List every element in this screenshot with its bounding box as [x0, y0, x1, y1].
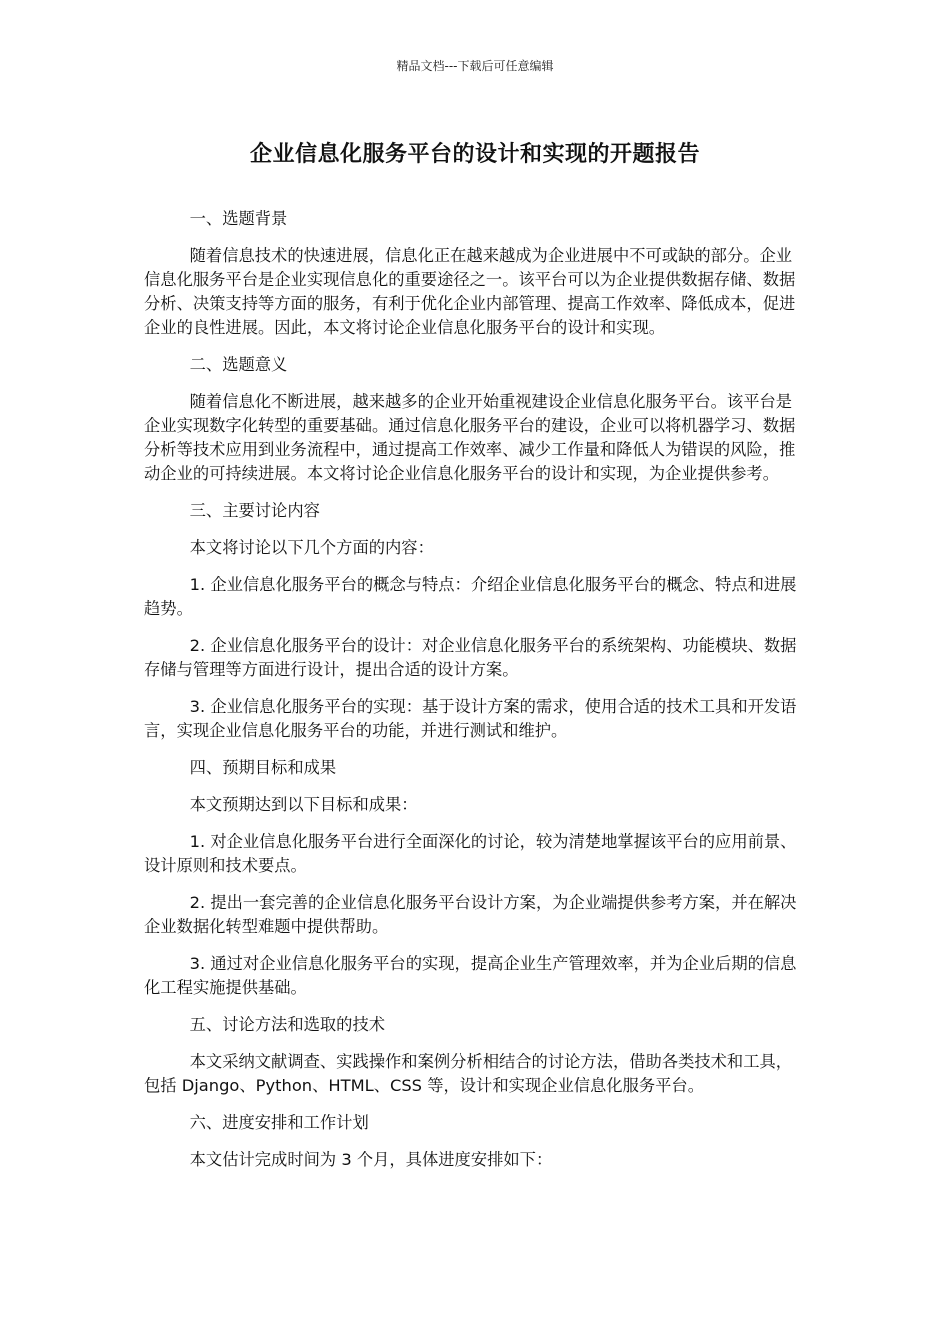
- list-item: 2. 企业信息化服务平台的设计：对企业信息化服务平台的系统架构、功能模块、数据存储与管理等方面进行设计，提出合适的设计方案。: [144, 636, 797, 679]
- section-heading: 四、预期目标和成果: [189, 758, 337, 777]
- paragraph: 本文采纳文献调查、实践操作和案例分析相结合的讨论方法，借助各类技术和工具，包括 Django、Python、HTML、CSS 等，设计和实现企业信息化服务平台。: [144, 1052, 793, 1095]
- section-heading: 六、进度安排和工作计划: [189, 1113, 369, 1132]
- paragraph: 本文预期达到以下目标和成果：: [189, 795, 418, 814]
- list-item: 1. 对企业信息化服务平台进行全面深化的讨论，较为清楚地掌握该平台的应用前景、设计原则和技术要点。: [144, 832, 797, 875]
- paragraph: 随着信息技术的快速进展，信息化正在越来越成为企业进展中不可或缺的部分。企业信息化服务平台是企业实现信息化的重要途径之一。该平台可以为企业提供数据存储、数据分析、决策支持等方面的服务，有利于优化企业内部管理、提高工作效率、降低成本，促进企业的良性进展。因此，本文将讨论企业信息化服务平台的设计和实现。: [144, 246, 796, 337]
- section-heading: 五、讨论方法和选取的技术: [189, 1015, 386, 1034]
- document-title: 企业信息化服务平台的设计和实现的开题报告: [249, 142, 700, 167]
- list-item: 3. 通过对企业信息化服务平台的实现，提高企业生产管理效率，并为企业后期的信息化工程实施提供基础。: [144, 954, 797, 997]
- document-body: [144, 207, 808, 1185]
- list-item: 3. 企业信息化服务平台的实现：基于设计方案的需求，使用合适的技术工具和开发语言，实现企业信息化服务平台的功能，并进行测试和维护。: [144, 697, 797, 740]
- header-note: 精品文档---下载后可任意编辑: [396, 59, 554, 73]
- paragraph: 本文将讨论以下几个方面的内容：: [189, 538, 434, 557]
- section-heading: 一、选题背景: [189, 209, 288, 228]
- list-item: 1. 企业信息化服务平台的概念与特点：介绍企业信息化服务平台的概念、特点和进展趋势。: [144, 575, 797, 618]
- paragraph: 本文估计完成时间为 3 个月，具体进度安排如下：: [189, 1150, 553, 1169]
- section-heading: 二、选题意义: [189, 355, 288, 374]
- list-item: 2. 提出一套完善的企业信息化服务平台设计方案，为企业端提供参考方案，并在解决企业数据化转型难题中提供帮助。: [144, 893, 797, 936]
- paragraph: 随着信息化不断进展，越来越多的企业开始重视建设企业信息化服务平台。该平台是企业实现数字化转型的重要基础。通过信息化服务平台的建设，企业可以将机器学习、数据分析等技术应用到业务流程中，通过提高工作效率、减少工作量和降低人为错误的风险，推动企业的可持续进展。本文将讨论企业信息化服务平台的设计和实现，为企业提供参考。: [144, 392, 796, 483]
- section-heading: 三、主要讨论内容: [189, 501, 320, 520]
